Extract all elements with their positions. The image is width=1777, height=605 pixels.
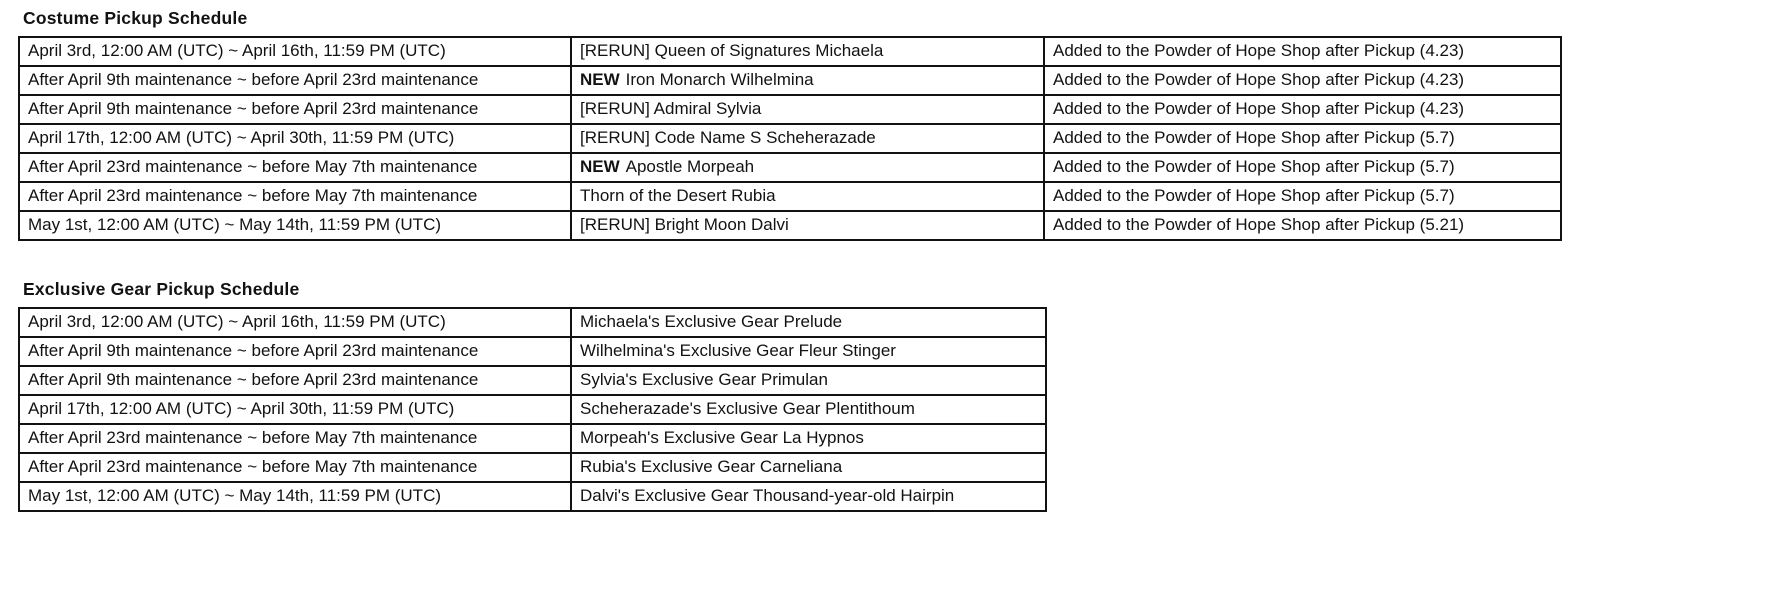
costume-note-cell: Added to the Powder of Hope Shop after Pickup (4.23) xyxy=(1044,37,1561,66)
costume-name: Apostle Morpeah xyxy=(625,157,755,176)
gear-period-cell: April 3rd, 12:00 AM (UTC) ~ April 16th, 11:59 PM (UTC) xyxy=(19,308,571,337)
gear-name-cell: Sylvia's Exclusive Gear Primulan xyxy=(571,366,1046,395)
costume-name: [RERUN] Code Name S Scheherazade xyxy=(580,128,876,147)
new-tag: NEW xyxy=(580,157,620,176)
gear-period-cell: After April 23rd maintenance ~ before May 7th maintenance xyxy=(19,424,571,453)
costume-name: [RERUN] Admiral Sylvia xyxy=(580,99,762,118)
costume-note-cell: Added to the Powder of Hope Shop after Pickup (4.23) xyxy=(1044,95,1561,124)
costume-period-cell: After April 9th maintenance ~ before April 23rd maintenance xyxy=(19,66,571,95)
costume-note-cell: Added to the Powder of Hope Shop after Pickup (5.7) xyxy=(1044,182,1561,211)
costume-note-cell: Added to the Powder of Hope Shop after Pickup (5.21) xyxy=(1044,211,1561,240)
costume-period-cell: After April 23rd maintenance ~ before May 7th maintenance xyxy=(19,153,571,182)
costume-period-cell: After April 9th maintenance ~ before April 23rd maintenance xyxy=(19,95,571,124)
gear-name-cell: Scheherazade's Exclusive Gear Plentithoum xyxy=(571,395,1046,424)
costume-name-cell xyxy=(571,153,1044,182)
table-row xyxy=(19,95,1561,124)
table-row xyxy=(19,337,1046,366)
new-tag: NEW xyxy=(580,70,620,89)
table-row xyxy=(19,37,1561,66)
table-row xyxy=(19,366,1046,395)
costume-name: Iron Monarch Wilhelmina xyxy=(625,70,814,89)
gear-name-cell: Wilhelmina's Exclusive Gear Fleur Stinger xyxy=(571,337,1046,366)
gear-period-cell: After April 9th maintenance ~ before April 23rd maintenance xyxy=(19,366,571,395)
costume-note-cell: Added to the Powder of Hope Shop after Pickup (5.7) xyxy=(1044,153,1561,182)
costume-period-cell: May 1st, 12:00 AM (UTC) ~ May 14th, 11:59 PM (UTC) xyxy=(19,211,571,240)
gear-schedule-table xyxy=(18,307,1047,512)
gear-period-cell: After April 9th maintenance ~ before April 23rd maintenance xyxy=(19,337,571,366)
costume-period-cell: After April 23rd maintenance ~ before May 7th maintenance xyxy=(19,182,571,211)
table-row xyxy=(19,153,1561,182)
table-row xyxy=(19,395,1046,424)
costume-name-cell xyxy=(571,182,1044,211)
gear-name-cell: Rubia's Exclusive Gear Carneliana xyxy=(571,453,1046,482)
costume-name-cell xyxy=(571,124,1044,153)
costume-name: Thorn of the Desert Rubia xyxy=(580,186,776,205)
table-row xyxy=(19,424,1046,453)
costume-name-cell xyxy=(571,95,1044,124)
costume-note-cell: Added to the Powder of Hope Shop after Pickup (5.7) xyxy=(1044,124,1561,153)
gear-name-cell: Morpeah's Exclusive Gear La Hypnos xyxy=(571,424,1046,453)
table-row xyxy=(19,66,1561,95)
gear-period-cell: April 17th, 12:00 AM (UTC) ~ April 30th, 11:59 PM (UTC) xyxy=(19,395,571,424)
costume-name-cell xyxy=(571,37,1044,66)
gear-name-cell: Dalvi's Exclusive Gear Thousand-year-old Hairpin xyxy=(571,482,1046,511)
costume-period-cell: April 17th, 12:00 AM (UTC) ~ April 30th, 11:59 PM (UTC) xyxy=(19,124,571,153)
costume-name: [RERUN] Queen of Signatures Michaela xyxy=(580,41,884,60)
costume-period-cell: April 3rd, 12:00 AM (UTC) ~ April 16th, 11:59 PM (UTC) xyxy=(19,37,571,66)
section-gap xyxy=(18,241,1777,279)
gear-name-cell: Michaela's Exclusive Gear Prelude xyxy=(571,308,1046,337)
table-row xyxy=(19,211,1561,240)
costume-name-cell xyxy=(571,66,1044,95)
table-row xyxy=(19,453,1046,482)
gear-schedule-title: Exclusive Gear Pickup Schedule xyxy=(23,279,300,299)
costume-schedule-table xyxy=(18,36,1562,241)
costume-schedule-title: Costume Pickup Schedule xyxy=(23,8,248,28)
costume-name-cell xyxy=(571,211,1044,240)
costume-name: [RERUN] Bright Moon Dalvi xyxy=(580,215,789,234)
table-row xyxy=(19,182,1561,211)
gear-period-cell: May 1st, 12:00 AM (UTC) ~ May 14th, 11:59 PM (UTC) xyxy=(19,482,571,511)
costume-note-cell: Added to the Powder of Hope Shop after Pickup (4.23) xyxy=(1044,66,1561,95)
table-row xyxy=(19,124,1561,153)
gear-period-cell: After April 23rd maintenance ~ before May 7th maintenance xyxy=(19,453,571,482)
table-row xyxy=(19,308,1046,337)
table-row xyxy=(19,482,1046,511)
